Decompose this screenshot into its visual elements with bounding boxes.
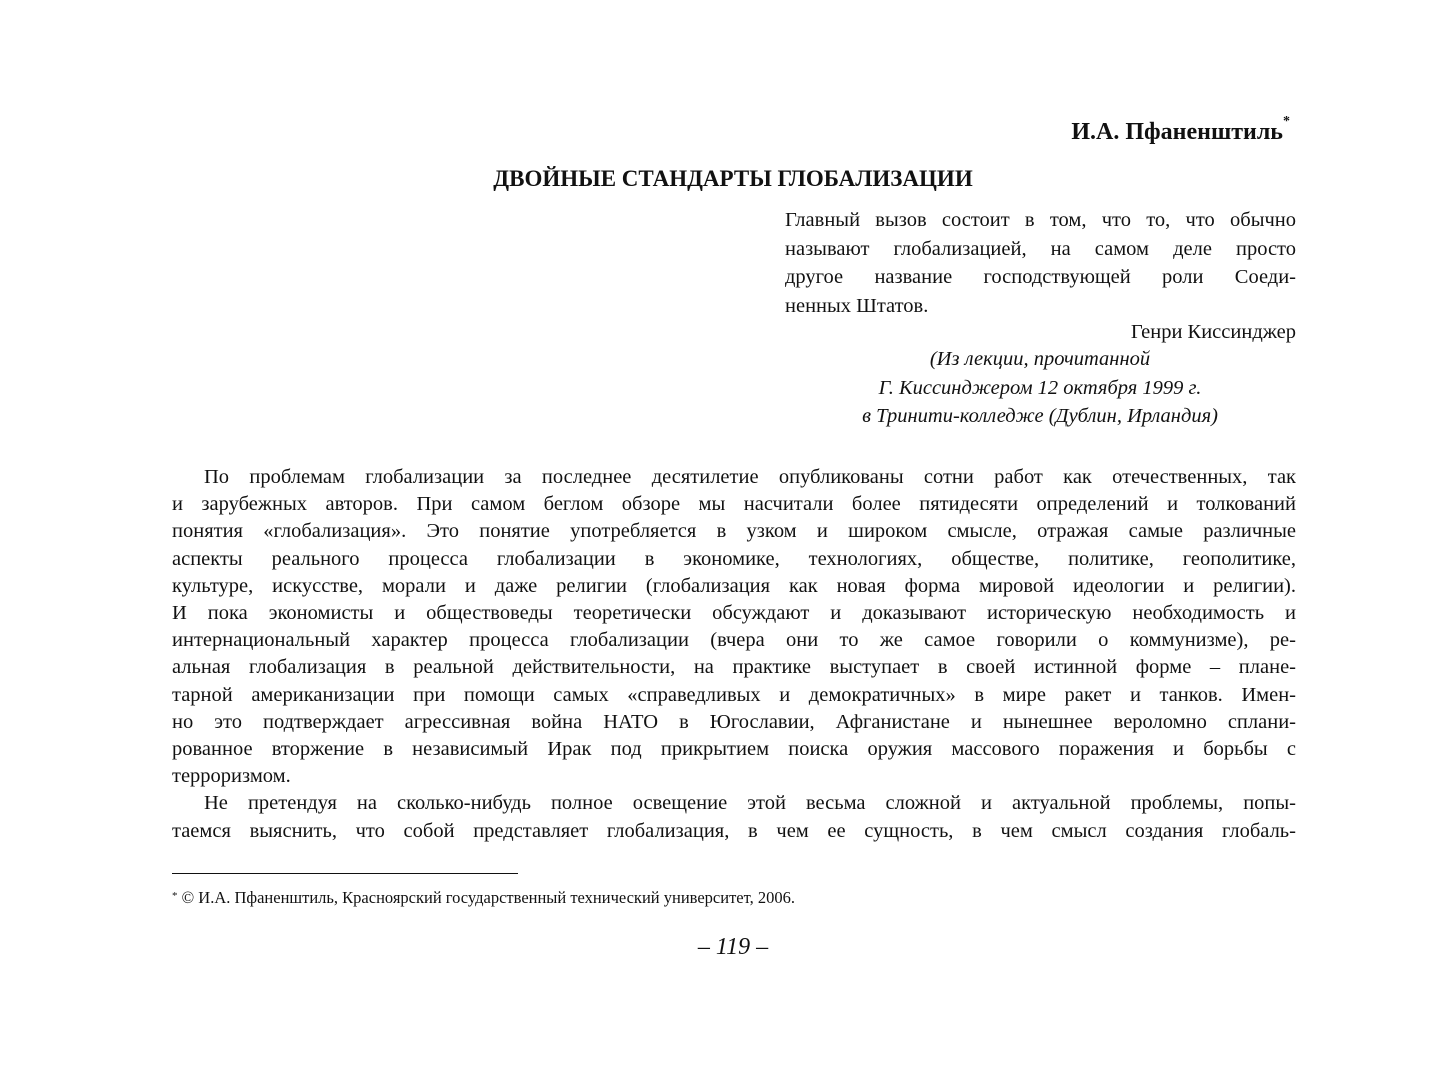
body-line: И пока экономисты и обществоведы теоретически обсуждают и доказывают историческую необходимость и [172, 602, 1296, 625]
body-line: аспекты реального процесса глобализации в экономике, технологиях, обществе, политике, геополитике, [172, 547, 1296, 570]
body-line: культуре, искусстве, морали и даже религии (глобализация как новая форма мировой идеологии и религии). [172, 574, 1296, 597]
epigraph-source [790, 345, 1290, 431]
epigraph-quote [785, 206, 1296, 320]
epigraph-line: называют глобализацией, на самом деле просто [785, 237, 1296, 260]
body-line: понятия «глобализация». Это понятие употребляется в узком и широком смысле, отражая самые различные [172, 520, 1296, 543]
body-line: По проблемам глобализации за последнее десятилетие опубликованы сотни работ как отечественных, так [204, 466, 1296, 488]
epigraph-line: другое название господствующей роли Соеди- [785, 266, 1296, 288]
epigraph-line: Главный вызов состоит в том, что то, что обычно [785, 209, 1296, 231]
article-title: ДВОЙНЫЕ СТАНДАРТЫ ГЛОБАЛИЗАЦИИ [493, 166, 973, 191]
epigraph-author: Генри Киссинджер [1130, 321, 1296, 343]
body-line: интернациональный характер процесса глобализации (вчера они то же самое говорили о коммунизме), ре- [172, 629, 1296, 652]
footnote-divider [172, 873, 518, 874]
body-line: и зарубежных авторов. При самом беглом обзоре мы насчитали более пятидесяти определений и толкований [172, 493, 1296, 516]
epigraph-source-line: Г. Киссинджером 12 октября 1999 г. [878, 376, 1202, 399]
footnote [172, 886, 795, 910]
author-footnote-mark: * [1283, 114, 1290, 129]
body-line: таемся выяснить, что собой представляет глобализация, в чем ее сущность, в чем смысл создания глобаль- [172, 819, 1296, 842]
body-line: рованное вторжение в независимый Ирак под прикрытием поиска оружия массового поражения и борьбы с [172, 738, 1296, 761]
author-name [1071, 114, 1290, 147]
epigraph-source-line: (Из лекции, прочитанной [929, 348, 1151, 370]
body-line: альная глобализация в реальной действительности, на практике выступает в своей истинной форме – плане- [172, 656, 1296, 679]
epigraph-source-line: в Тринити-колледже (Дублин, Ирландия) [862, 405, 1218, 427]
body-line: тарной американизации при помощи самых «справедливых и демократичных» в мире ракет и танков. Имен- [172, 683, 1296, 706]
body-line: Не претендуя на сколько-нибудь полное освещение этой весьма сложной и актуальной проблемы, попы- [204, 792, 1296, 815]
body-line: но это подтверждает агрессивная война НАТО в Югославии, Афганистане и нынешнее вероломно сплани- [172, 710, 1296, 733]
author-name-text: И.А. Пфаненштиль [1071, 119, 1283, 145]
page-number: – 119 – [697, 934, 769, 960]
footnote-mark: * [172, 890, 178, 902]
body-text [172, 464, 1296, 845]
footnote-text: © И.А. Пфаненштиль, Красноярский государственный технический университет, 2006. [177, 888, 795, 907]
body-line: терроризмом. [172, 765, 291, 788]
epigraph-line: ненных Штатов. [785, 294, 929, 317]
